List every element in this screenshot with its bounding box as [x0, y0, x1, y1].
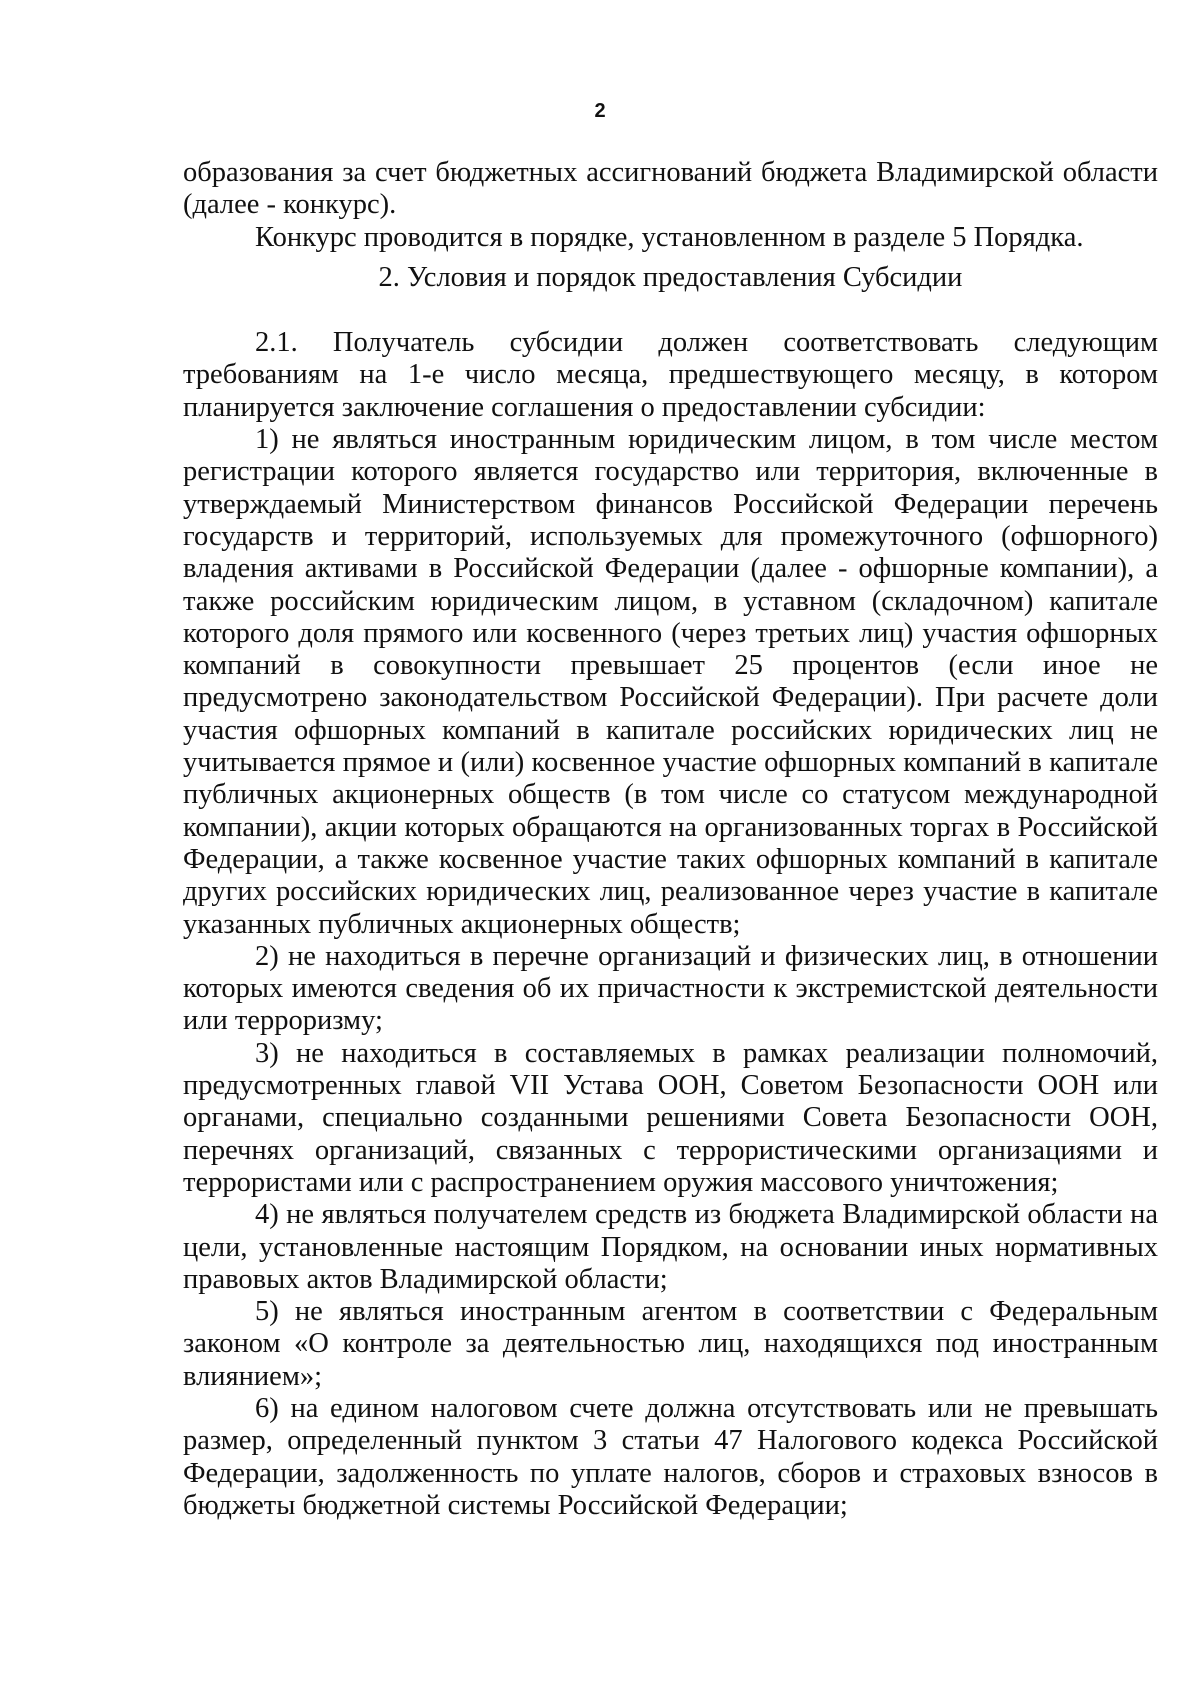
paragraph-contest-procedure: Конкурс проводится в порядке, установленном в разделе 5 Порядка. — [255, 221, 1084, 253]
requirement-item-6: 6) на едином налоговом счете должна отсутствовать или не превышать размер, определенный пунктом 3 статьи 47 Налогового кодекса Российской Федерации, задолженность по уплате налогов, сборов и страховых взносов в бюджеты бюджетной системы Российской Федерации; — [183, 1392, 1158, 1521]
document-body — [183, 157, 1158, 1522]
requirement-item-3: 3) не находиться в составляемых в рамках реализации полномочий, предусмотренных главой VII Устава ООН, Советом Безопасности ООН или органами, специально созданными решениями Совета Безопасности ООН, перечнях организаций, связанных с террористическими организациями и террористами или с распространением оружия массового уничтожения; — [183, 1037, 1158, 1198]
requirement-item-1: 1) не являться иностранным юридическим лицом, в том числе местом регистрации которого является государство или территория, включенные в утверждаемый Министерством финансов Российской Федерации перечень государств и территорий, используемых для промежуточного (офшорного) владения активами в Российской Федерации (далее - офшорные компании), а также российским юридическим лицом, в уставном (складочном) капитале которого доля прямого или косвенного (через третьих лиц) участия офшорных компаний в совокупности превышает 25 процентов (если иное не предусмотрено законодательством Российской Федерации). При расчете доли участия офшорных компаний в капитале российских юридических лиц не учитывается прямое и (или) косвенное участие офшорных компаний в капитале публичных акционерных обществ (в том числе со статусом международной компании), акции которых обращаются на организованных торгах в Российской Федерации, а также косвенное участие таких офшорных компаний в капитале других российских юридических лиц, реализованное через участие в капитале указанных публичных акционерных обществ; — [183, 424, 1158, 940]
paragraph-2-1: 2.1. Получатель субсидии должен соответствовать следующим требованиям на 1-е число месяца, предшествующего месяцу, в котором планируется заключение соглашения о предоставлении субсидии: — [183, 327, 1158, 423]
paragraph-continuation: образования за счет бюджетных ассигнований бюджета Владимирской области (далее - конкурс). — [183, 157, 1158, 221]
requirement-item-2: 2) не находиться в перечне организаций и физических лиц, в отношении которых имеются сведения об их причастности к экстремистской деятельности или терроризму; — [183, 940, 1158, 1037]
requirement-item-4: 4) не являться получателем средств из бюджета Владимирской области на цели, установленные настоящим Порядком, на основании иных нормативных правовых актов Владимирской области; — [183, 1199, 1158, 1295]
requirement-item-5: 5) не являться иностранным агентом в соответствии с Федеральным законом «О контроле за деятельностью лиц, находящихся под иностранным влиянием»; — [183, 1296, 1158, 1392]
page-number: 2 — [594, 100, 606, 122]
section-heading: 2. Условия и порядок предоставления Субсидии — [378, 261, 963, 293]
